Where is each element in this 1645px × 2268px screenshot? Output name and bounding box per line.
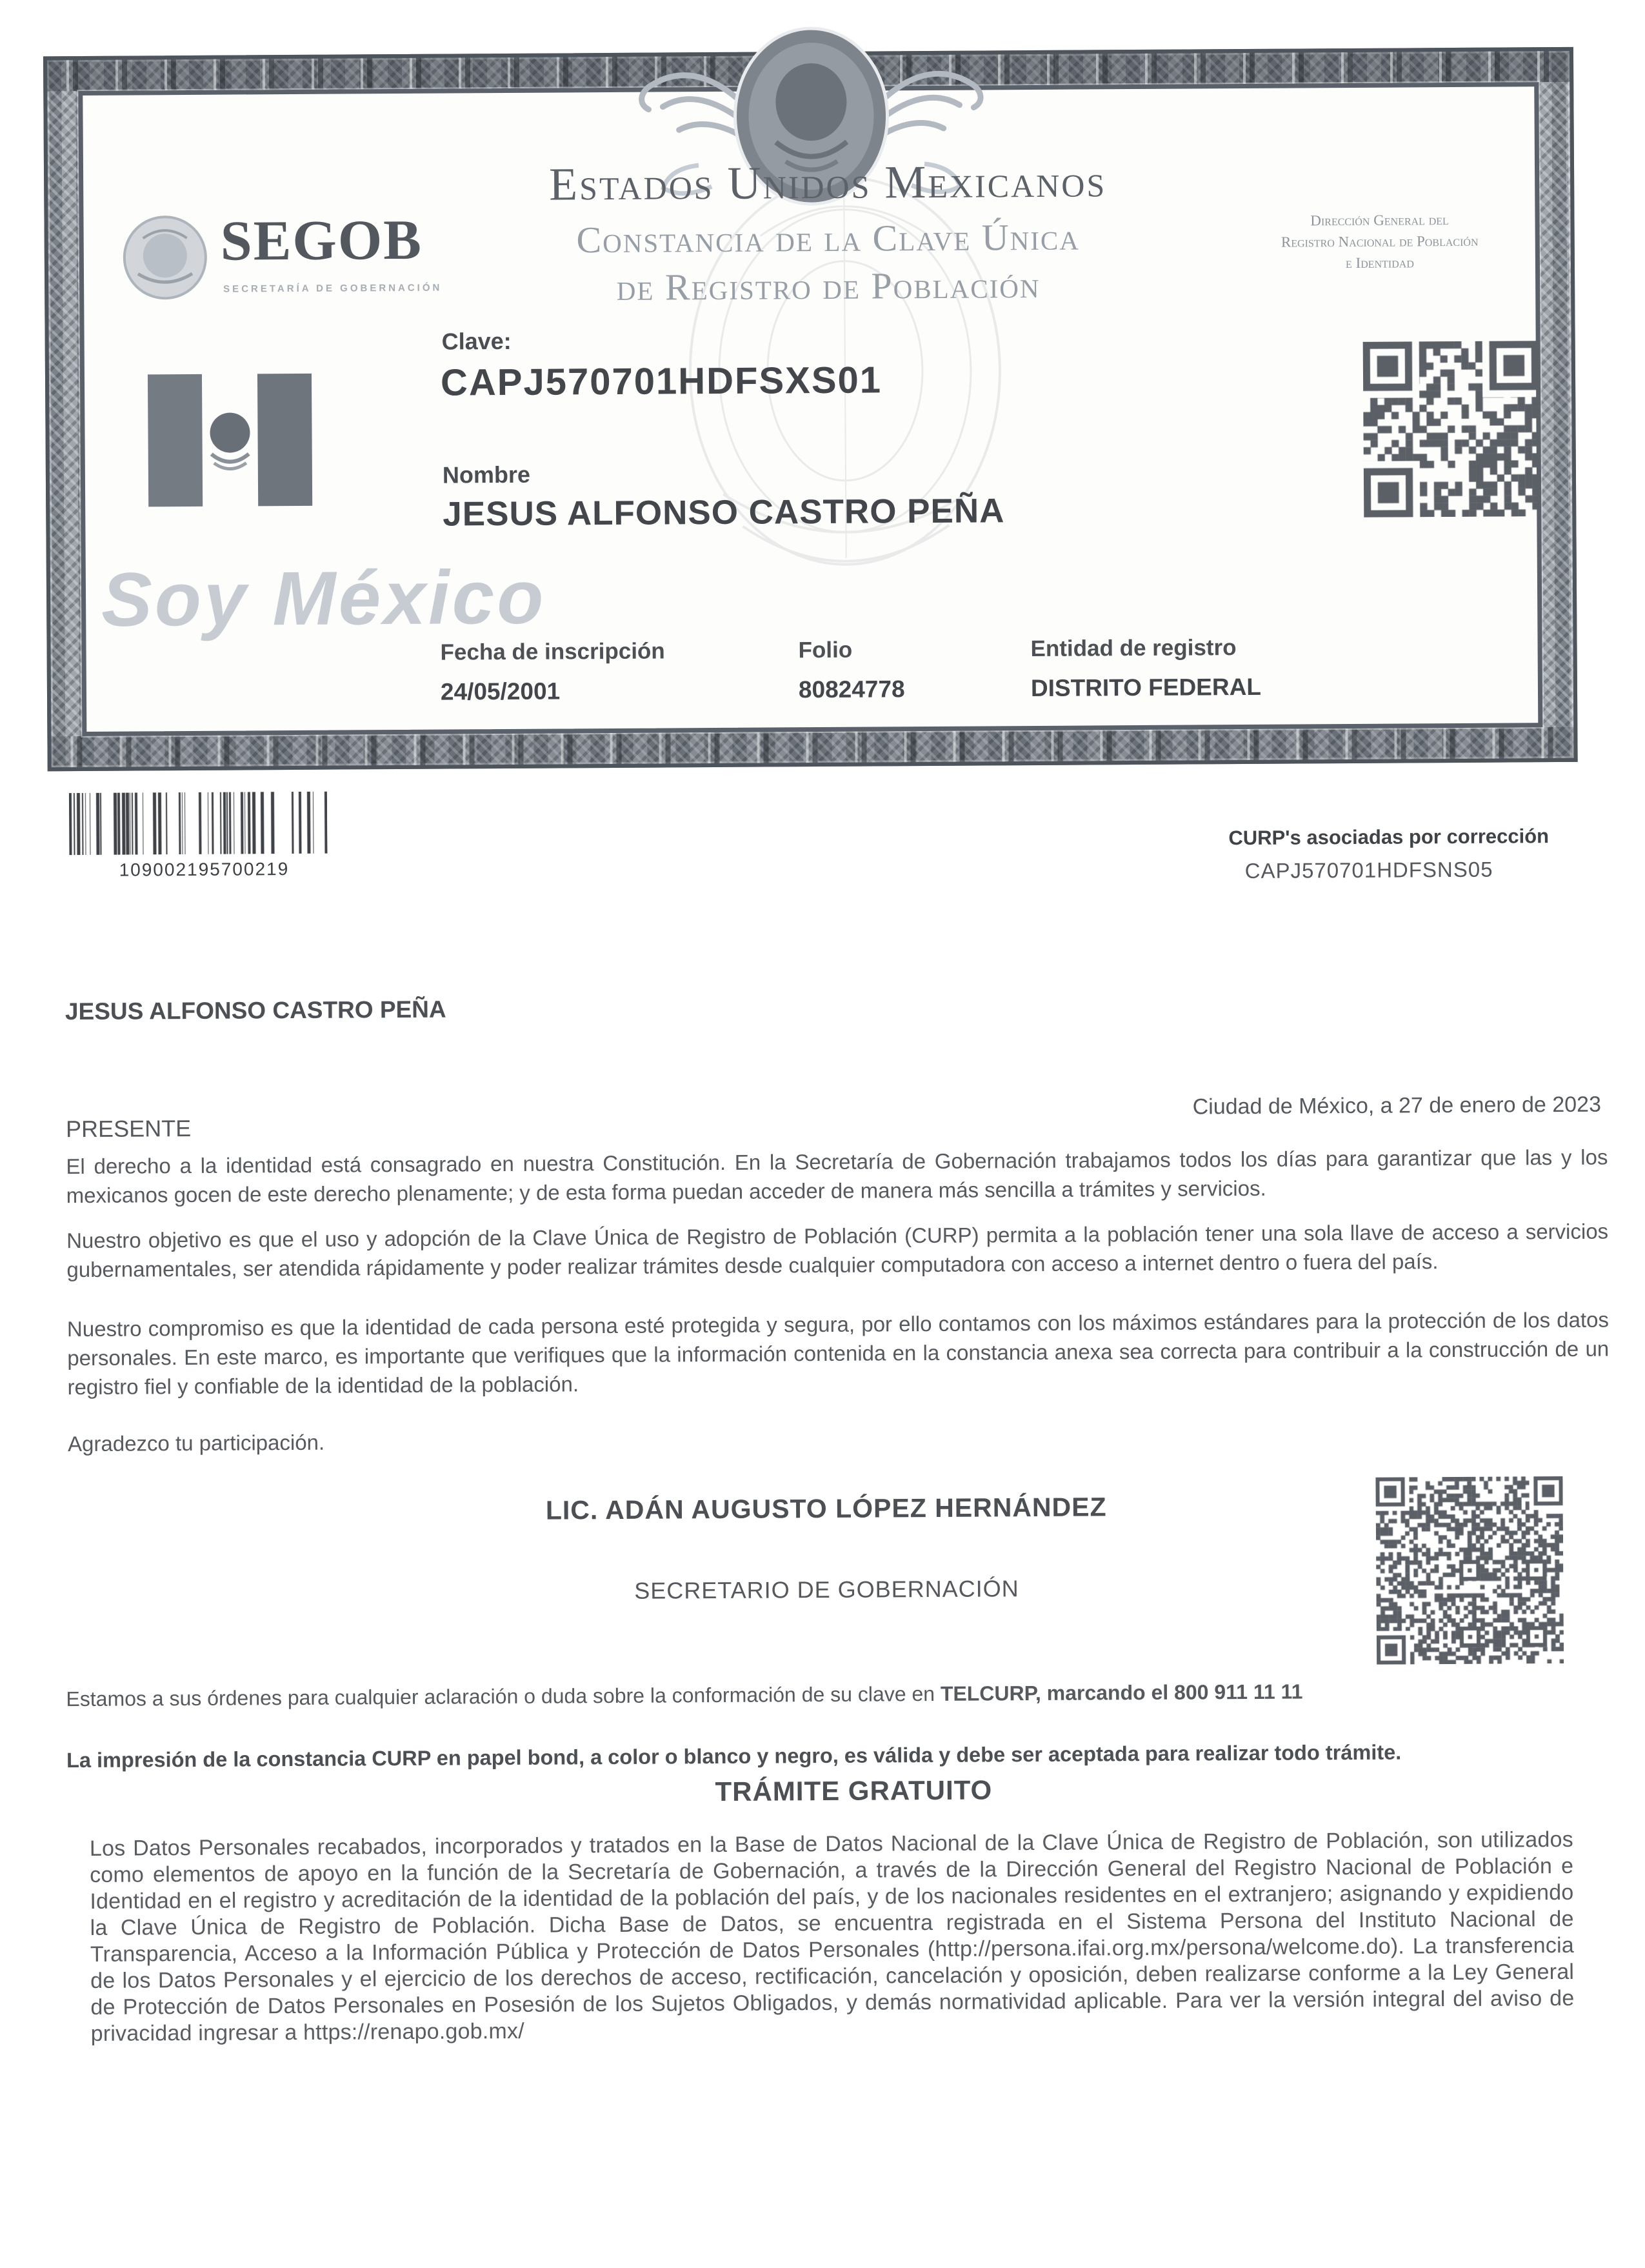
clave-value: CAPJ570701HDFSXS01 <box>440 359 882 404</box>
letter-paragraph-2: Nuestro objetivo es que el uso y adopción de la Clave Única de Registro de Población (CURP) permita a la población tener una sola llave de acceso a servicios gubernamentales, ser atendida rápidamente y poder realizar trámites desde cualquier computadora con acceso a internet dentro o fuera del país. <box>66 1219 1609 1282</box>
qr-code-primary <box>1363 341 1540 517</box>
fecha-value: 24/05/2001 <box>440 677 561 705</box>
entidad-value: DISTRITO FEDERAL <box>1030 673 1262 702</box>
dgrnpi-block <box>1192 208 1567 275</box>
signer-name: LIC. ADÁN AUGUSTO LÓPEZ HERNÁNDEZ <box>545 1492 1107 1525</box>
qr-code-secondary <box>1375 1476 1564 1665</box>
clave-label: Clave: <box>441 327 512 355</box>
barcode <box>69 792 328 855</box>
folio-label: Folio <box>798 637 853 663</box>
date-line: Ciudad de México, a 27 de enero de 2023 <box>1192 1092 1602 1119</box>
barcode-number: 109002195700219 <box>119 859 290 880</box>
contact-line-text: Estamos a sus órdenes para cualquier aclaración o duda sobre la conformación de su clave en <box>66 1681 941 1711</box>
cert-title: Estados Unidos Mexicanos <box>548 155 1107 210</box>
recipient-name: JESUS ALFONSO CASTRO PEÑA <box>65 996 446 1025</box>
dgrnpi-line-1: Dirección General del <box>1310 212 1449 229</box>
letter-paragraph-1: El derecho a la identidad está consagrado en nuestra Constitución. En la Secretaría de Gobernación trabajamos todos los días para garantizar que las y los mexicanos gocen de este derecho plenamente; y de esta forma puedan acceder de manera más sencilla a trámites y servicios. <box>66 1145 1608 1208</box>
watermark-soy-mexico: Soy México <box>101 554 546 643</box>
privacy-notice: Los Datos Personales recabados, incorporados y tratados en la Base de Datos Nacional de la Clave Única de Registro de Población, son utilizados como elementos de apoyo en la función de la Secretaría de Gobernación, a través de la Dirección General del Registro Nacional de Población e Identidad en el registro y acreditación de la identidad de la población del país, y de los nacionales residentes en el extranjero; asignando y expidiendo la Clave Única de Registro de Población. Dicha Base de Datos, se encuentra registrada en el Sistema Persona del Instituto Nacional de Transparencia, Acceso a la Información Pública y Protección de Datos Personales (http://persona.ifai.org.mx/persona/welcome.do). La transferencia de los Datos Personales y el ejercicio de los derechos de acceso, rectificación, cancelación y oposición, deben realizarse conforme a la Ley General de Protección de Datos Personales en Posesión de los Sujetos Obligados, y demás normatividad aplicable. Para ver la versión integral del aviso de privacidad ingresar a https://renapo.gob.mx/ <box>89 1827 1575 2046</box>
presente-label: PRESENTE <box>65 1114 192 1143</box>
entidad-label: Entidad de registro <box>1030 635 1237 662</box>
mexican-flag-icon <box>146 371 314 511</box>
segob-subtitle: SECRETARÍA DE GOBERNACIÓN <box>223 282 443 295</box>
dgrnpi-line-3: e Identidad <box>1345 254 1414 272</box>
signer-title: SECRETARIO DE GOBERNACIÓN <box>634 1575 1019 1604</box>
curp-asociadas-label: CURP's asociadas por corrección <box>1228 825 1550 850</box>
cert-subtitle-1: Constancia de la Clave Única <box>576 216 1081 261</box>
print-notice: La impresión de la constancia CURP en papel bond, a color o blanco y negro, es válida y debe ser aceptada para realizar todo trámite. <box>66 1740 1402 1772</box>
cert-subtitle-2: de Registro de Población <box>616 263 1041 308</box>
dgrnpi-line-2: Registro Nacional de Población <box>1281 232 1479 250</box>
free-notice: TRÁMITE GRATUITO <box>715 1774 993 1807</box>
segob-wordmark: SEGOB <box>220 208 423 273</box>
segob-seal-icon <box>118 209 212 306</box>
segob-logo <box>118 207 454 319</box>
curp-asociadas-value: CAPJ570701HDFSNS05 <box>1244 857 1493 883</box>
contact-line <box>66 1680 1356 1711</box>
nombre-value: JESUS ALFONSO CASTRO PEÑA <box>443 492 1005 534</box>
contact-line-phone: TELCURP, marcando el 800 911 11 11 <box>940 1680 1303 1705</box>
nombre-label: Nombre <box>442 461 531 488</box>
fecha-label: Fecha de inscripción <box>440 638 665 665</box>
thanks-line: Agradezco tu participación. <box>67 1430 325 1456</box>
letter-paragraph-3: Nuestro compromiso es que la identidad de cada persona esté protegida y segura, por ello contamos con los máximos estándares para la protección de los datos personales. En este marco, es importante que verifiques que la información contenida en la constancia anexa sea correcta para contribuir a la construcción de un registro fiel y confiable de la identidad de la población. <box>66 1307 1610 1400</box>
folio-value: 80824778 <box>798 676 905 703</box>
